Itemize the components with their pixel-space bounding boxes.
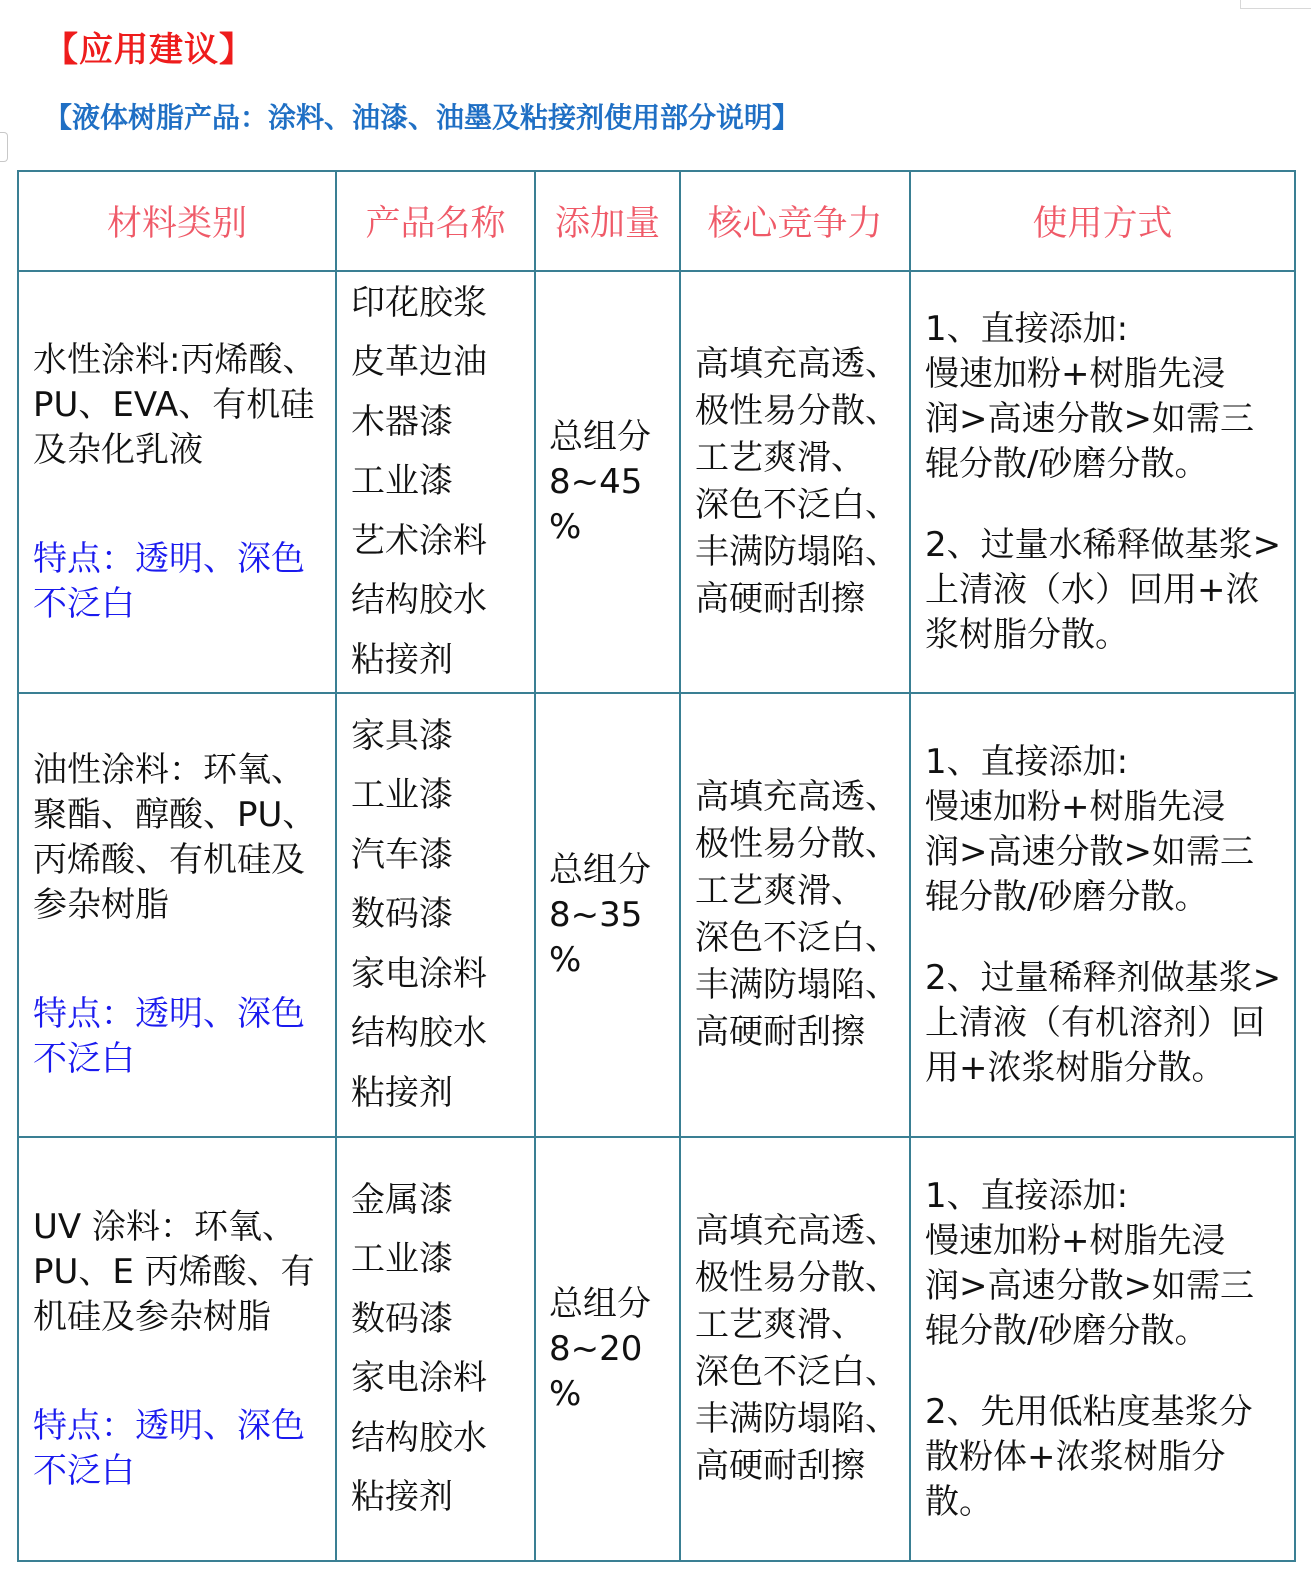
product-line: 汽车漆	[351, 834, 453, 875]
product-line: 粘接剂	[351, 639, 453, 680]
usage-line: 1、直接添加:	[925, 308, 1129, 349]
amount-line: 8~20	[549, 1328, 643, 1369]
usage-line: 慢速加粉+树脂先浸	[925, 1220, 1226, 1261]
product-line: 结构胶水	[351, 580, 487, 621]
usage-line: 用+浓浆树脂分散。	[925, 1047, 1226, 1088]
amount-line: 总组分	[549, 849, 651, 890]
category-line: UV 涂料：环氧、	[33, 1206, 296, 1247]
advantage-line: 深色不泛白、	[695, 485, 899, 525]
usage-line: 1、直接添加:	[925, 1175, 1129, 1216]
usage-line: 润>高速分散>如需三	[925, 831, 1254, 872]
product-line: 数码漆	[351, 894, 453, 935]
advantage-line: 极性易分散、	[695, 824, 899, 864]
advantage-line: 高填充高透、	[695, 344, 899, 384]
amount-line: 8~45	[549, 461, 643, 502]
product-line: 工业漆	[351, 1239, 453, 1279]
advantage-line: 高填充高透、	[695, 1211, 899, 1251]
table-row	[18, 1137, 1295, 1561]
product-line: 艺术涂料	[351, 520, 487, 561]
amount-line: %	[549, 506, 582, 547]
spacer	[925, 487, 1286, 523]
usage-cell	[910, 1137, 1295, 1561]
spacer	[33, 473, 327, 537]
header-category: 材料类别	[18, 171, 336, 271]
usage-line: 辊分散/砂磨分散。	[925, 443, 1209, 484]
usage-line: 2、先用低粘度基浆分	[925, 1391, 1253, 1432]
spacer	[925, 1354, 1286, 1390]
advantage-cell	[680, 693, 910, 1137]
feature-line: 特点：透明、深色	[33, 538, 305, 579]
header-product: 产品名称	[336, 171, 535, 271]
amount-line: 8~35	[549, 894, 643, 935]
category-line: 水性涂料:丙烯酸、	[33, 339, 317, 380]
table-row	[18, 271, 1295, 693]
category-cell	[18, 1137, 336, 1561]
usage-line: 散粉体+浓浆树脂分	[925, 1436, 1226, 1477]
scroll-edge-marker	[0, 132, 8, 162]
product-line: 家电涂料	[351, 953, 487, 994]
header-amount: 添加量	[535, 171, 680, 271]
feature-line: 不泛白	[33, 1039, 135, 1079]
usage-line: 1、直接添加:	[925, 741, 1129, 782]
product-line: 家具漆	[351, 715, 453, 756]
usage-line: 上清液（有机溶剂）回	[925, 1002, 1265, 1043]
product-line: 数码漆	[351, 1298, 453, 1339]
product-line: 粘接剂	[351, 1477, 453, 1517]
usage-line: 慢速加粉+树脂先浸	[925, 353, 1226, 394]
spacer	[925, 920, 1286, 956]
product-line: 印花胶浆	[351, 282, 487, 323]
page-heading: 【应用建议】	[44, 30, 254, 70]
advantage-line: 丰满防塌陷、	[695, 965, 899, 1005]
page-subheading: 【液体树脂产品：涂料、油漆、油墨及粘接剂使用部分说明】	[44, 101, 801, 134]
category-line: PU、E 丙烯酸、有	[33, 1251, 315, 1292]
usage-line: 浆树脂分散。	[925, 614, 1129, 655]
advantage-line: 深色不泛白、	[695, 918, 899, 958]
category-line: 油性涂料：环氧、	[33, 750, 305, 790]
advantage-line: 工艺爽滑、	[695, 1305, 865, 1345]
advantage-cell	[680, 271, 910, 693]
usage-line: 2、过量水稀释做基浆>	[925, 524, 1282, 565]
advantage-line: 深色不泛白、	[695, 1352, 899, 1392]
amount-cell	[535, 693, 680, 1137]
usage-line: 润>高速分散>如需三	[925, 1265, 1254, 1306]
category-cell	[18, 693, 336, 1137]
usage-line: 慢速加粉+树脂先浸	[925, 786, 1226, 827]
usage-line: 辊分散/砂磨分散。	[925, 1310, 1209, 1351]
header-usage: 使用方式	[910, 171, 1295, 271]
product-line: 家电涂料	[351, 1358, 487, 1398]
advantage-line: 丰满防塌陷、	[695, 532, 899, 572]
amount-line: %	[549, 939, 582, 980]
product-cell	[336, 693, 535, 1137]
category-line: 丙烯酸、有机硅及	[33, 840, 305, 880]
feature-line: 不泛白	[33, 1450, 135, 1491]
advantage-line: 极性易分散、	[695, 391, 899, 431]
spacer	[33, 928, 327, 992]
page-corner-mark	[1240, 0, 1311, 9]
category-line: PU、EVA、有机硅	[33, 384, 315, 425]
application-table	[17, 170, 1296, 1562]
feature-line: 特点：透明、深色	[33, 994, 305, 1034]
advantage-line: 高填充高透、	[695, 777, 899, 817]
usage-line: 散。	[925, 1481, 993, 1522]
feature-line: 特点：透明、深色	[33, 1405, 305, 1446]
product-line: 皮革边油	[351, 342, 487, 383]
advantage-line: 极性易分散、	[695, 1258, 899, 1298]
amount-cell	[535, 1137, 680, 1561]
product-line: 结构胶水	[351, 1013, 487, 1054]
product-line: 木器漆	[351, 401, 453, 442]
product-line: 工业漆	[351, 775, 453, 816]
category-line: 及杂化乳液	[33, 429, 203, 470]
usage-line: 辊分散/砂磨分散。	[925, 876, 1209, 917]
amount-cell	[535, 271, 680, 693]
feature-line: 不泛白	[33, 583, 135, 624]
usage-line: 上清液（水）回用+浓	[925, 569, 1260, 610]
product-cell	[336, 271, 535, 693]
advantage-line: 高硬耐刮擦	[695, 1446, 865, 1486]
product-line: 工业漆	[351, 461, 453, 502]
table-row	[18, 693, 1295, 1137]
product-line: 粘接剂	[351, 1072, 453, 1113]
usage-cell	[910, 271, 1295, 693]
spacer	[33, 1340, 327, 1404]
table-header-row	[18, 171, 1295, 271]
usage-line: 2、过量稀释剂做基浆>	[925, 957, 1282, 998]
advantage-line: 高硬耐刮擦	[695, 579, 865, 619]
advantage-line: 高硬耐刮擦	[695, 1012, 865, 1052]
amount-line: 总组分	[549, 416, 651, 457]
category-cell	[18, 271, 336, 693]
advantage-cell	[680, 1137, 910, 1561]
category-line: 机硅及参杂树脂	[33, 1296, 271, 1337]
product-line: 结构胶水	[351, 1417, 487, 1458]
advantage-line: 丰满防塌陷、	[695, 1399, 899, 1439]
advantage-line: 工艺爽滑、	[695, 871, 865, 911]
category-line: 参杂树脂	[33, 885, 169, 925]
amount-line: 总组分	[549, 1283, 651, 1324]
header-advantage: 核心竞争力	[680, 171, 910, 271]
category-line: 聚酯、醇酸、PU、	[33, 795, 317, 835]
advantage-line: 工艺爽滑、	[695, 438, 865, 478]
product-line: 金属漆	[351, 1179, 453, 1220]
amount-line: %	[549, 1373, 582, 1414]
usage-cell	[910, 693, 1295, 1137]
usage-line: 润>高速分散>如需三	[925, 398, 1254, 439]
product-cell	[336, 1137, 535, 1561]
